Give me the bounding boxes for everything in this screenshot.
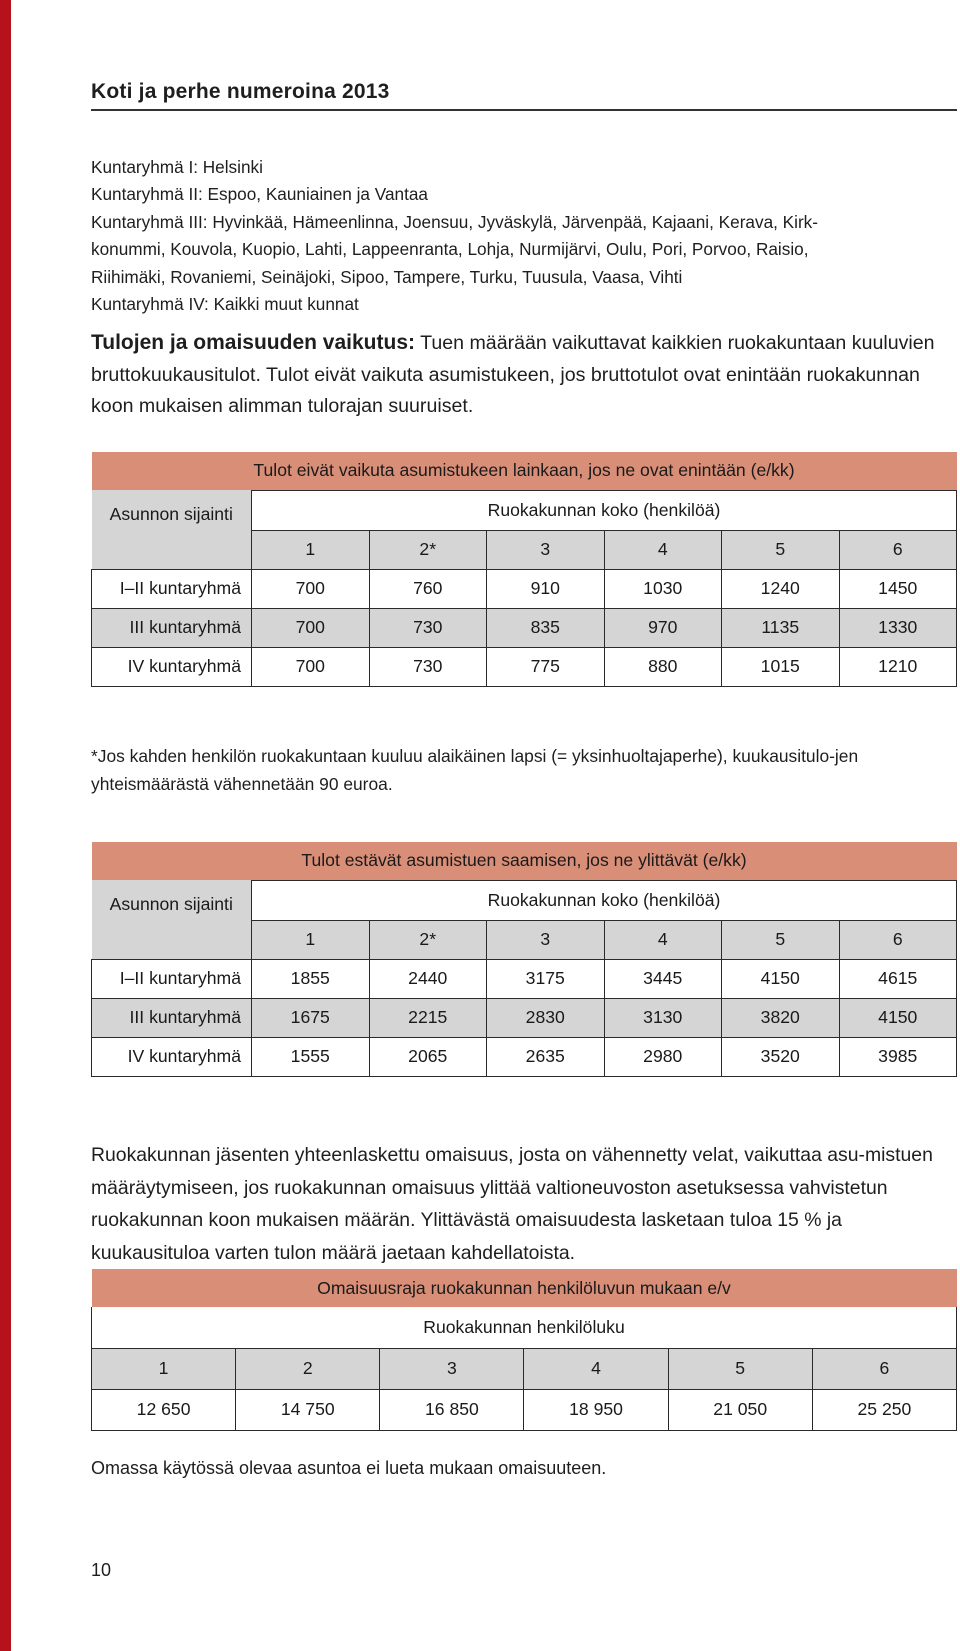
value-cell: 3985 <box>839 1037 957 1076</box>
value-cell: 730 <box>369 608 487 647</box>
municipality-group-line: Kuntaryhmä I: Helsinki <box>91 157 263 177</box>
size-cell: 2 <box>236 1348 380 1389</box>
value-cell: 910 <box>487 569 605 608</box>
value-cell: 1675 <box>252 998 370 1037</box>
row-label: I–II kuntaryhmä <box>92 569 252 608</box>
municipality-groups-list <box>91 154 957 318</box>
income-limit-table <box>91 842 957 1077</box>
row-label: III kuntaryhmä <box>92 998 252 1037</box>
income-no-effect-table <box>91 452 957 687</box>
value-cell: 700 <box>252 608 370 647</box>
municipality-group-line: Kuntaryhmä IV: Kaikki muut kunnat <box>91 294 359 315</box>
table-row <box>92 647 957 686</box>
size-cell: 6 <box>812 1348 956 1389</box>
value-cell: 12 650 <box>92 1389 236 1430</box>
value-cell: 16 850 <box>380 1389 524 1430</box>
row-label: IV kuntaryhmä <box>92 1037 252 1076</box>
value-cell: 3520 <box>722 1037 840 1076</box>
size-cell: 2* <box>369 920 487 959</box>
size-cell: 4 <box>604 920 722 959</box>
size-cell: 1 <box>252 530 370 569</box>
table-title: Omaisuusraja ruokakunnan henkilöluvun mukaan e/v <box>92 1269 957 1307</box>
value-cell: 1030 <box>604 569 722 608</box>
size-cell: 1 <box>252 920 370 959</box>
value-cell: 4615 <box>839 959 957 998</box>
table1-footnote: *Jos kahden henkilön ruokakuntaan kuuluu alaikäinen lapsi (= yksinhuoltajaperhe), kuukausitulo-jen yhteismäärästä vähennetään 90 euroa. <box>91 746 859 794</box>
size-cell: 6 <box>839 530 957 569</box>
size-cell: 5 <box>668 1348 812 1389</box>
value-cell: 3820 <box>722 998 840 1037</box>
row-label: I–II kuntaryhmä <box>92 959 252 998</box>
assets-paragraph: Ruokakunnan jäsenten yhteenlaskettu omaisuus, josta on vähennetty velat, vaikuttaa asu-mistuen määräytymiseen, jos ruokakunnan omaisuus ylittää valtioneuvoston asetuksessa vahvistetun ruokakunnan koon mukaisen määrän. Ylittävästä omaisuudesta lasketaan tuloa 15 % ja kuukausituloa varten tulon määrä jaetaan kahdellatoista. <box>91 1144 933 1264</box>
value-cell: 880 <box>604 647 722 686</box>
value-cell: 775 <box>487 647 605 686</box>
page-edge-stripe <box>0 0 11 1651</box>
household-size-header: Ruokakunnan koko (henkilöä) <box>252 490 957 530</box>
value-cell: 2635 <box>487 1037 605 1076</box>
value-cell: 2980 <box>604 1037 722 1076</box>
income-effect-text: Tuen määrään vaikuttavat kaikkien ruokakuntaan kuuluvien bruttokuukausitulot. Tulot eivät vaikuta asumistukeen, jos bruttotulot ovat enintään ruokakunnan koon mukaisen alimman tulorajan suuruiset. <box>91 332 935 417</box>
row-label: IV kuntaryhmä <box>92 647 252 686</box>
value-cell: 1330 <box>839 608 957 647</box>
table-row <box>92 608 957 647</box>
income-effect-heading: Tulojen ja omaisuuden vaikutus: <box>91 331 415 354</box>
row-label: III kuntaryhmä <box>92 608 252 647</box>
value-cell: 4150 <box>839 998 957 1037</box>
table-row <box>92 569 957 608</box>
household-size-header: Ruokakunnan koko (henkilöä) <box>252 880 957 920</box>
household-count-header: Ruokakunnan henkilöluku <box>92 1307 957 1348</box>
location-header: Asunnon sijainti <box>92 490 252 569</box>
value-cell: 18 950 <box>524 1389 668 1430</box>
size-cell: 6 <box>839 920 957 959</box>
value-cell: 835 <box>487 608 605 647</box>
table-title: Tulot estävät asumistuen saamisen, jos ne ylittävät (e/kk) <box>92 842 957 880</box>
value-cell: 14 750 <box>236 1389 380 1430</box>
value-cell: 1135 <box>722 608 840 647</box>
table-row <box>92 998 957 1037</box>
value-cell: 3445 <box>604 959 722 998</box>
value-cell: 1240 <box>722 569 840 608</box>
value-cell: 2440 <box>369 959 487 998</box>
value-cell: 700 <box>252 647 370 686</box>
size-cell: 1 <box>92 1348 236 1389</box>
municipality-group-line: konummi, Kouvola, Kuopio, Lahti, Lappeenranta, Lohja, Nurmijärvi, Oulu, Pori, Porvoo, Raisio, <box>91 239 809 260</box>
value-cell: 1210 <box>839 647 957 686</box>
municipality-group-line: Kuntaryhmä II: Espoo, Kauniainen ja Vantaa <box>91 184 428 205</box>
municipality-group-line: Kuntaryhmä III: Hyvinkää, Hämeenlinna, Joensuu, Jyväskylä, Järvenpää, Kajaani, Kerava, Kirk- <box>91 211 819 232</box>
title-rule <box>91 109 957 111</box>
income-effect-paragraph <box>91 327 957 423</box>
table-row <box>92 959 957 998</box>
size-cell: 3 <box>380 1348 524 1389</box>
value-cell: 2830 <box>487 998 605 1037</box>
value-cell: 1555 <box>252 1037 370 1076</box>
size-cell: 5 <box>722 920 840 959</box>
value-cell: 25 250 <box>812 1389 956 1430</box>
size-cell: 4 <box>604 530 722 569</box>
value-cell: 1450 <box>839 569 957 608</box>
value-cell: 700 <box>252 569 370 608</box>
page-title: Koti ja perhe numeroina 2013 <box>91 80 390 103</box>
location-header: Asunnon sijainti <box>92 880 252 959</box>
table-row <box>92 1389 957 1430</box>
value-cell: 3130 <box>604 998 722 1037</box>
size-cell: 2* <box>369 530 487 569</box>
size-cell: 4 <box>524 1348 668 1389</box>
assets-limit-table <box>91 1269 957 1431</box>
size-cell: 5 <box>722 530 840 569</box>
value-cell: 4150 <box>722 959 840 998</box>
value-cell: 2215 <box>369 998 487 1037</box>
table-title: Tulot eivät vaikuta asumistukeen lainkaan, jos ne ovat enintään (e/kk) <box>92 452 957 490</box>
size-cell: 3 <box>487 920 605 959</box>
value-cell: 730 <box>369 647 487 686</box>
municipality-group-line: Riihimäki, Rovaniemi, Seinäjoki, Sipoo, Tampere, Turku, Tuusula, Vaasa, Vihti <box>91 266 683 287</box>
value-cell: 3175 <box>487 959 605 998</box>
value-cell: 970 <box>604 608 722 647</box>
value-cell: 21 050 <box>668 1389 812 1430</box>
page-number: 10 <box>91 1560 112 1580</box>
value-cell: 1015 <box>722 647 840 686</box>
size-cell: 3 <box>487 530 605 569</box>
value-cell: 1855 <box>252 959 370 998</box>
table-row <box>92 1037 957 1076</box>
value-cell: 2065 <box>369 1037 487 1076</box>
value-cell: 760 <box>369 569 487 608</box>
table3-footnote: Omassa käytössä olevaa asuntoa ei lueta mukaan omaisuuteen. <box>91 1458 607 1478</box>
